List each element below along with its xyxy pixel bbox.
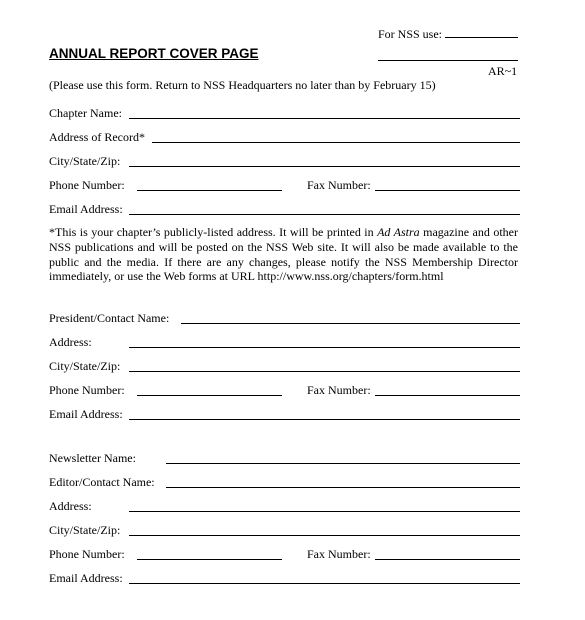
- president-name-label: President/Contact Name:: [49, 311, 170, 325]
- newsletter-name-label: Newsletter Name:: [49, 451, 136, 465]
- chapter-email-field[interactable]: [129, 214, 520, 215]
- newsletter-city-label: City/State/Zip:: [49, 523, 121, 537]
- newsletter-fax-field[interactable]: [375, 559, 520, 560]
- chapter-phone-field[interactable]: [137, 190, 282, 191]
- note-text-start: *This is your chapter’s publicly-listed address. It will be printed in: [49, 225, 378, 239]
- newsletter-email-field[interactable]: [129, 583, 520, 584]
- nss-use-label: For NSS use:: [378, 27, 443, 41]
- editor-name-label: Editor/Contact Name:: [49, 475, 155, 489]
- note-magazine-name: Ad Astra: [377, 225, 420, 239]
- newsletter-phone-label: Phone Number:: [49, 547, 125, 561]
- header-rule: [378, 60, 518, 61]
- newsletter-address-label: Address:: [49, 499, 92, 513]
- chapter-name-field[interactable]: [129, 118, 520, 119]
- president-email-label: Email Address:: [49, 407, 123, 421]
- chapter-fax-field[interactable]: [375, 190, 520, 191]
- form-code: AR~1: [488, 64, 518, 78]
- nss-use-field[interactable]: [445, 37, 518, 38]
- address-note: [49, 225, 518, 284]
- president-phone-field[interactable]: [137, 395, 282, 396]
- president-fax-field[interactable]: [375, 395, 520, 396]
- editor-name-field[interactable]: [166, 487, 520, 488]
- newsletter-phone-field[interactable]: [137, 559, 282, 560]
- president-city-field[interactable]: [129, 371, 520, 372]
- president-city-label: City/State/Zip:: [49, 359, 121, 373]
- chapter-name-label: Chapter Name:: [49, 106, 122, 120]
- newsletter-name-field[interactable]: [166, 463, 520, 464]
- chapter-fax-label: Fax Number:: [307, 178, 371, 192]
- president-address-label: Address:: [49, 335, 92, 349]
- chapter-city-label: City/State/Zip:: [49, 154, 121, 168]
- president-phone-label: Phone Number:: [49, 383, 125, 397]
- instructions-text: (Please use this form. Return to NSS Headquarters no later than by February 15): [49, 78, 436, 92]
- president-name-field[interactable]: [181, 323, 520, 324]
- address-of-record-label: Address of Record*: [49, 130, 145, 144]
- president-address-field[interactable]: [129, 347, 520, 348]
- newsletter-fax-label: Fax Number:: [307, 547, 371, 561]
- newsletter-city-field[interactable]: [129, 535, 520, 536]
- president-email-field[interactable]: [129, 419, 520, 420]
- chapter-email-label: Email Address:: [49, 202, 123, 216]
- president-fax-label: Fax Number:: [307, 383, 371, 397]
- note-text-end: magazine and other NSS publications and will be posted on the NSS Web site. It will also be made available to the public and the media. If there are any changes, please notify the NSS Membership Director immediately, or use the Web forms at URL http://www.nss.org/chapters/form.html: [49, 225, 518, 284]
- address-of-record-field[interactable]: [152, 142, 520, 143]
- newsletter-address-field[interactable]: [129, 511, 520, 512]
- newsletter-email-label: Email Address:: [49, 571, 123, 585]
- chapter-city-field[interactable]: [129, 166, 520, 167]
- page-title: ANNUAL REPORT COVER PAGE: [49, 46, 259, 61]
- chapter-phone-label: Phone Number:: [49, 178, 125, 192]
